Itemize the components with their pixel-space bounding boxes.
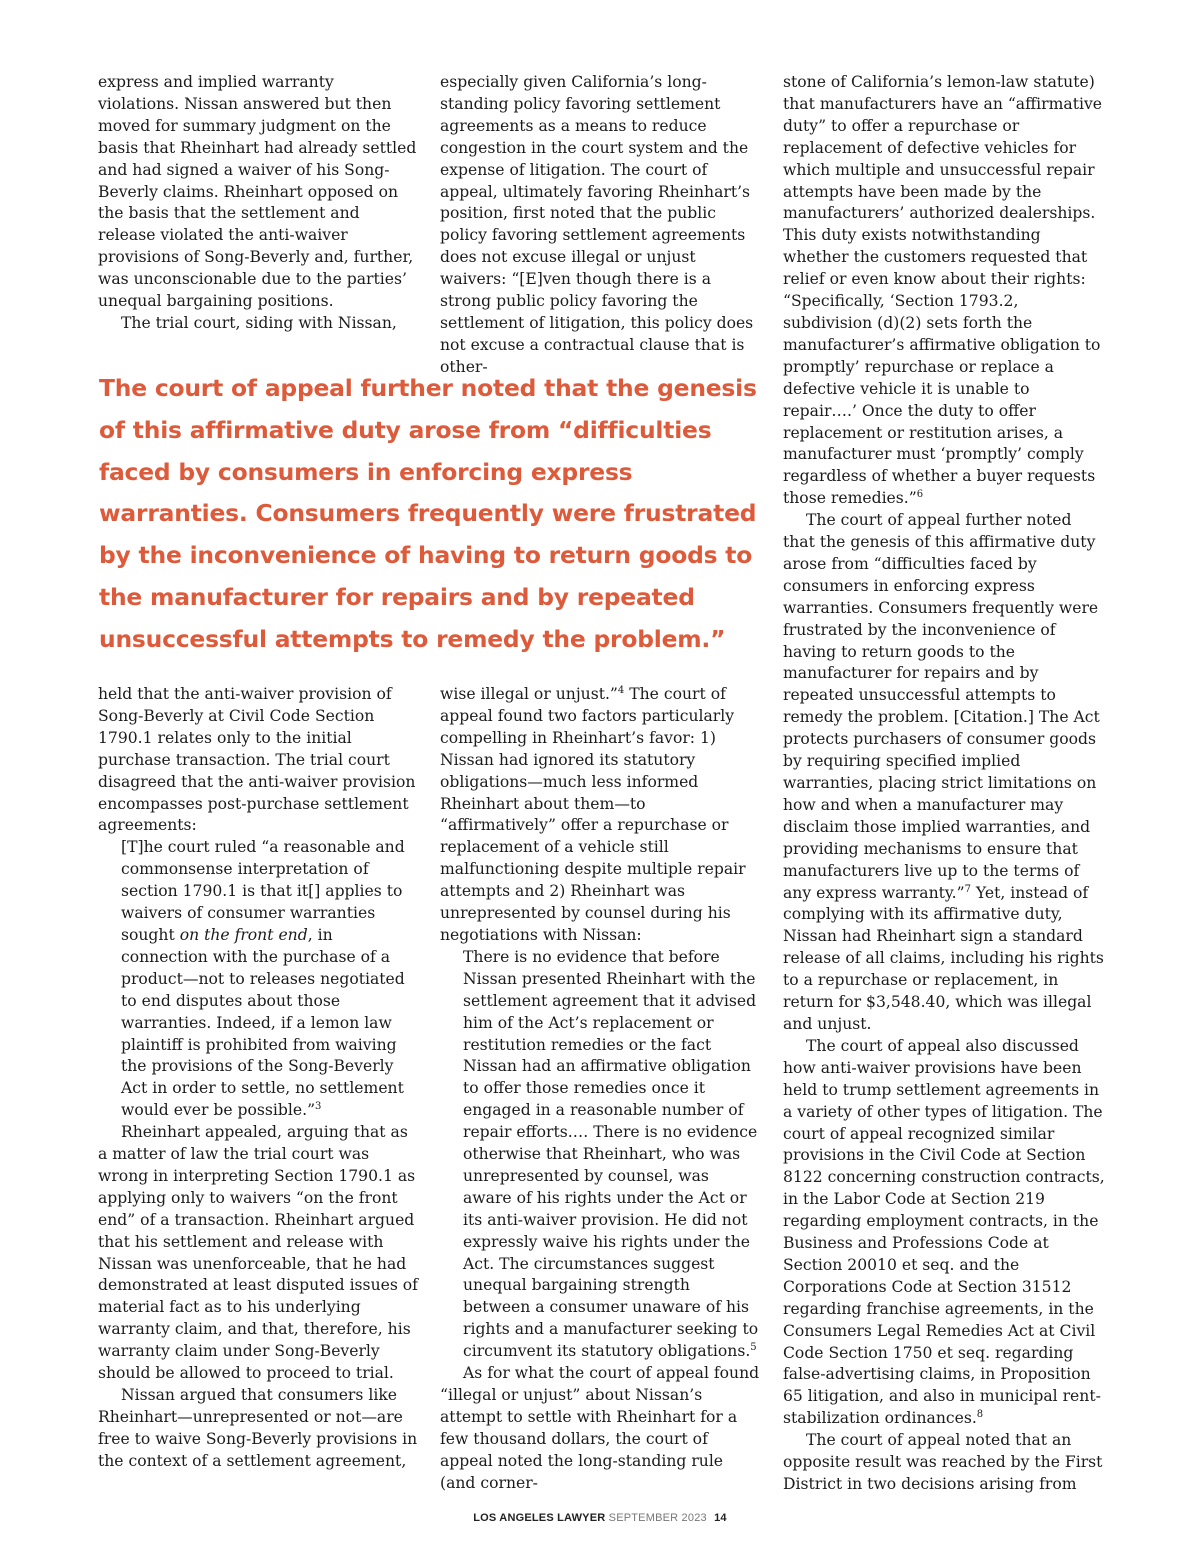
- paragraph: [440, 684, 762, 947]
- magazine-name: LOS ANGELES LAWYER: [473, 1512, 606, 1524]
- footnote-ref: 8: [976, 1409, 984, 1421]
- footnote-ref: 6: [916, 489, 924, 501]
- paragraph: [783, 1036, 1105, 1430]
- paragraph-text: stone of California’s lemon-law statute) that manufacturers have an “affirmative duty” to offer a repurchase or replacement of defective vehicles for which multiple and unsuccessful repair attempts have been made by the manufacturers’ authorized dealerships. This duty exists notwithstanding whether the customers requested that relief or even know about their rights: “Specifically, ‘Section 1793.2, subdivision (d)(2) sets forth the manufacturer’s affirmative obligation to promptly’ repurchase or replace a defective vehicle it is unable to repair….’ Once the duty to offer replacement or restitution arises, a manufacturer must ‘promptly’ comply regardless of whether a buyer requests those remedies.”: [783, 73, 1103, 508]
- paragraph: especially given California’s long-standing policy favoring settlement agreements as a means to reduce congestion in the court system and the expense of litigation. The court of appeal, ultimately favoring Rheinhart’s position, first noted that the public policy favoring settlement agreements does not excuse illegal or unjust waivers: “[E]ven though there is a strong public policy favoring the settlement of litigation, this policy does not excuse a contractual clause that is other-: [440, 73, 754, 376]
- block-quote: [440, 947, 762, 1363]
- paragraph: The trial court, siding with Nissan,: [121, 313, 397, 332]
- paragraph: As for what the court of appeal found “illegal or unjust” about Nissan’s attempt to settle with Rheinhart for a few thousand dollars, the court of appeal noted the long-standing rule (and corner-: [440, 1364, 760, 1492]
- paragraph: express and implied warranty violations. Nissan answered but then moved for summary judgment on the basis that Rheinhart had already settled and had signed a waiver of his Song-Beverly claims. Rheinhart opposed on the basis that the settlement and release violated the anti-waiver provisions of Song-Beverly and, further, was unconscionable due to the parties’ unequal bargaining positions.: [98, 73, 417, 311]
- right-column: [783, 72, 1105, 1496]
- issue-date: SEPTEMBER 2023: [608, 1512, 707, 1524]
- bottom-column-2: [440, 684, 762, 1495]
- paragraph-text: The court of appeal further noted that the genesis of this affirmative duty arose from “difficulties faced by consumers in enforcing express warranties. Consumers frequently were frustrated by the inconvenience of having to return goods to the manufacturer for repairs and by repeated unsuccessful attempts to remedy the problem. [Citation.] The Act protects purchasers of consumer goods by requiring specified implied warranties, placing strict limitations on how and when a manufacturer may disclaim those implied warranties, and providing mechanisms to ensure that manufacturers live up to the terms of any express warranty.”: [783, 511, 1100, 902]
- paragraph-text: The court of appeal also discussed how anti-waiver provisions have been held to trump settlement agreements in a variety of other types of litigation. The court of appeal recognized similar provisions in the Civil Code at Section 8122 concerning construction contracts, in the Labor Code at Section 219 regarding employment contracts, in the Business and Professions Code at Section 20010 et seq. and the Corporations Code at Section 31512 regarding franchise agreements, in the Consumers Legal Remedies Act at Civil Code Section 1750 et seq. regarding false-advertising claims, in Proposition 65 litigation, and also in municipal rent-stabilization ordinances.: [783, 1036, 1105, 1428]
- pull-quote: The court of appeal further noted that the genesis of this affirmative duty arose from “difficulties faced by consumers in enforcing express warranties. Consumers frequently were frustrated by the inconvenience of having to return goods to the manufacturer for repairs and by repeated unsuccessful attempts to remedy the problem.”: [99, 374, 757, 653]
- quote-text: There is no evidence that before Nissan presented Rheinhart with the settlement agreement that it advised him of the Act’s replacement or restitution remedies or the fact Nissan had an affirmative obligation to offer those remedies once it engaged in a reasonable number of repair efforts.… There is no evidence otherwise that Rheinhart, who was unrepresented by counsel, was aware of his rights under the Act or its anti-waiver provision. He did not expressly waive his rights under the Act. The circumstances suggest unequal bargaining strength between a consumer unaware of his rights and a manufacturer seeking to circumvent its statutory obligations.: [463, 947, 759, 1361]
- bottom-column-1: [98, 684, 420, 1473]
- paragraph: [783, 510, 1105, 1036]
- paragraph: Rheinhart appealed, arguing that as a matter of law the trial court was wrong in interpreting Section 1790.1 as applying only to waivers “on the front end” of a transaction. Rheinhart argued that his settlement and release with Nissan was unenforceable, that he had demonstrated at least disputed issues of material fact as to his underlying warranty claim, and that, therefore, his warranty claim under Song-Beverly should be allowed to proceed to trial.: [98, 1123, 418, 1383]
- top-column-2: [440, 72, 762, 379]
- quote-text: [T]he court ruled “a reasonable and commonsense interpretation of section 1790.1 is that it[] applies to waivers of consumer warranties sought: [121, 838, 405, 944]
- footnote-ref: 7: [964, 883, 971, 895]
- paragraph: [783, 72, 1105, 510]
- page-footer: [0, 1512, 1200, 1524]
- paragraph-text: wise illegal or unjust.”: [440, 685, 618, 703]
- block-quote: [98, 837, 420, 1122]
- page-number: 14: [714, 1512, 727, 1524]
- quote-emphasis: on the front end: [179, 925, 308, 944]
- paragraph: Nissan argued that consumers like Rheinhart—unrepresented or not—are free to waive Song-Beverly provisions in the context of a settlement agreement,: [98, 1386, 418, 1470]
- paragraph-text: The court of appeal found two factors particularly compelling in Rheinhart’s favor: 1) Nissan had ignored its statutory obligations—much less informed Rheinhart about them—to “affirmatively” offer a repurchase or replacement of a vehicle still malfunctioning despite multiple repair attempts and 2) Rheinhart was unrepresented by counsel during his negotiations with Nissan:: [440, 685, 746, 944]
- top-column-1: [98, 72, 418, 335]
- footnote-ref: 3: [315, 1101, 322, 1113]
- paragraph: The court of appeal noted that an opposite result was reached by the First District in two decisions arising from: [783, 1431, 1103, 1493]
- paragraph: held that the anti-waiver provision of Song-Beverly at Civil Code Section 1790.1 relates only to the initial purchase transaction. The trial court disagreed that the anti-waiver provision encompasses post-purchase settlement agreements:: [98, 685, 416, 835]
- footnote-ref: 4: [617, 684, 625, 696]
- quote-text: , in connection with the purchase of a product—not to releases negotiated to end disputes about those warranties. Indeed, if a lemon law plaintiff is prohibited from waiving the provisions of the Song-Beverly Act in order to settle, no settlement would ever be possible.”: [121, 925, 405, 1120]
- footnote-ref: 5: [750, 1342, 757, 1353]
- paragraph-text: Yet, instead of complying with its affirmative duty, Nissan had Rheinhart sign a standard release of all claims, including his rights to a repurchase or replacement, in return for $3,548.40, which was illegal and unjust.: [783, 883, 1104, 1033]
